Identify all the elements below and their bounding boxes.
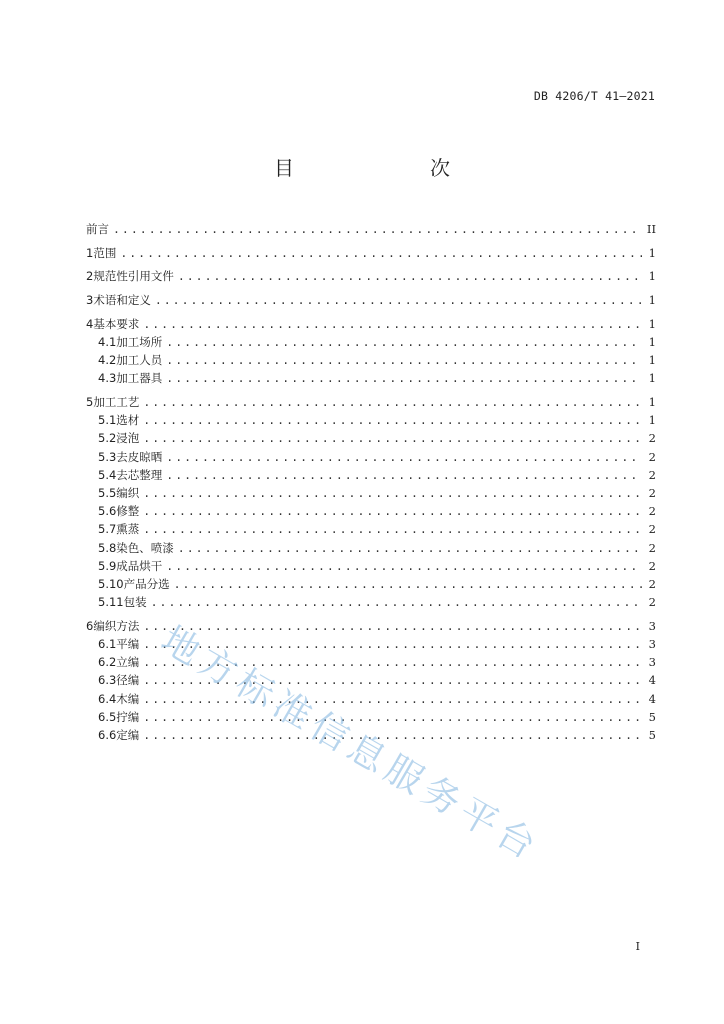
toc-entry-label: 平编 <box>116 636 140 651</box>
toc-entry[interactable] <box>86 466 656 484</box>
toc-entry[interactable] <box>86 291 656 309</box>
toc-leader-dots <box>178 539 642 557</box>
toc-entry-number: 4 <box>86 316 94 331</box>
toc-leader-dots <box>143 617 642 635</box>
toc-leader-dots <box>143 429 642 447</box>
toc-leader-dots <box>174 575 642 593</box>
toc-entry[interactable] <box>86 539 656 557</box>
toc-entry[interactable] <box>86 557 656 575</box>
toc-entry-label: 径编 <box>116 673 140 688</box>
toc-entry-page: 4 <box>648 691 656 706</box>
toc-entry[interactable] <box>86 244 656 262</box>
toc-leader-dots <box>143 690 642 708</box>
toc-entry-label: 木编 <box>116 691 140 706</box>
toc-entry-page: 1 <box>648 395 656 409</box>
toc-entry-number: 5.9 <box>98 558 117 573</box>
toc-entry[interactable] <box>86 593 656 611</box>
toc-entry-label: 包装 <box>123 595 147 610</box>
toc-entry-page: 3 <box>648 618 656 633</box>
toc-leader-dots <box>166 466 642 484</box>
toc-entry-label: 立编 <box>116 655 140 670</box>
toc-leader-dots <box>143 502 642 520</box>
toc-entry-label: 拧编 <box>116 709 140 724</box>
toc-entry-label: 范围 <box>93 245 117 260</box>
toc-entry-number: 5.2 <box>98 431 117 446</box>
toc-entry-page: 1 <box>648 316 656 331</box>
toc-entry-label: 加工人员 <box>116 353 163 368</box>
toc-entry-number: 6.1 <box>98 636 117 651</box>
toc-leader-dots <box>143 671 642 689</box>
toc-entry-label: 染色、喷漆 <box>116 540 174 555</box>
toc-entry[interactable] <box>86 502 656 520</box>
toc-entry-page: 2 <box>648 540 656 555</box>
toc-entry-label: 浸泡 <box>116 431 140 446</box>
toc-entry-label: 熏蒸 <box>116 522 140 537</box>
toc-leader-dots <box>143 635 642 653</box>
toc-entry-label: 加工工艺 <box>93 395 140 409</box>
toc-entry-page: 1 <box>648 269 656 284</box>
toc-entry-number: 4.3 <box>98 371 117 386</box>
toc-entry-page: 1 <box>648 334 656 349</box>
toc-entry-page: 2 <box>648 558 656 573</box>
toc-entry-number: 6.3 <box>98 673 117 688</box>
toc-leader-dots <box>151 593 642 611</box>
toc-entry[interactable] <box>86 351 656 369</box>
toc-entry[interactable] <box>86 484 656 502</box>
toc-entry[interactable] <box>86 448 656 466</box>
toc-leader-dots <box>143 484 642 502</box>
toc-entry-page: 1 <box>648 245 656 260</box>
page-title: 目 次 <box>274 156 482 180</box>
toc-entry-page: II <box>646 222 656 236</box>
toc-entry[interactable] <box>86 429 656 447</box>
toc-entry-page: 2 <box>648 576 656 591</box>
toc-leader-dots <box>120 244 642 262</box>
toc-entry[interactable] <box>86 635 656 653</box>
toc-leader-dots <box>143 315 642 333</box>
toc-entry-label: 选材 <box>116 413 140 428</box>
watermark: 地方标准信息服务平台 <box>154 617 548 871</box>
toc-entry-page: 2 <box>648 467 656 482</box>
toc-entry-number: 4.2 <box>98 353 117 368</box>
toc-leader-dots <box>166 557 642 575</box>
toc-leader-dots <box>155 291 642 309</box>
toc-entry-page: 2 <box>648 449 656 464</box>
toc-entry-label: 规范性引用文件 <box>93 269 174 284</box>
toc-entry[interactable] <box>86 267 656 285</box>
toc-entry-number: 5.5 <box>98 485 117 500</box>
toc-entry[interactable] <box>86 315 656 333</box>
toc-entry-number: 1 <box>86 245 94 260</box>
toc-entry-page: 4 <box>648 673 656 688</box>
toc-entry-number: 6.2 <box>98 655 117 670</box>
toc-entry-page: 5 <box>648 727 656 742</box>
toc-entry[interactable] <box>86 726 656 744</box>
toc-entry-number: 5.4 <box>98 467 117 482</box>
toc-entry-number: 5.1 <box>98 413 117 428</box>
toc-entry-label: 加工器具 <box>116 371 163 386</box>
toc-entry-number: 5.8 <box>98 540 117 555</box>
toc-leader-dots <box>143 393 642 411</box>
toc-entry-page: 1 <box>648 371 656 386</box>
toc-leader-dots <box>166 448 642 466</box>
toc-entry-page: 3 <box>648 636 656 651</box>
toc-entry-number: 6 <box>86 618 94 633</box>
toc-leader-dots <box>143 708 642 726</box>
toc-entry-number: 5.6 <box>98 504 117 519</box>
toc-leader-dots <box>178 267 642 285</box>
toc-entry-label: 编织 <box>116 485 140 500</box>
toc-entry-label: 术语和定义 <box>93 293 151 308</box>
toc-entry-page: 1 <box>648 293 656 308</box>
toc-entry-label: 前言 <box>86 222 109 236</box>
toc-entry[interactable] <box>86 369 656 387</box>
toc-entry-label: 编织方法 <box>93 618 140 633</box>
toc-entry-page: 5 <box>648 709 656 724</box>
toc-entry-number: 5.7 <box>98 522 117 537</box>
toc-entry-label: 去芯整理 <box>116 467 163 482</box>
toc-entry-page: 2 <box>648 431 656 446</box>
toc-entry[interactable] <box>86 671 656 689</box>
toc-entry-number: 5.3 <box>98 449 117 464</box>
table-of-contents <box>86 220 656 744</box>
toc-entry-number: 3 <box>86 293 94 308</box>
toc-entry-label: 基本要求 <box>93 316 140 331</box>
toc-leader-dots <box>113 220 642 238</box>
toc-entry[interactable] <box>86 520 656 538</box>
toc-entry-page: 2 <box>648 595 656 610</box>
toc-leader-dots <box>166 369 642 387</box>
toc-leader-dots <box>143 726 642 744</box>
toc-entry[interactable] <box>86 708 656 726</box>
toc-entry-number: 6.5 <box>98 709 117 724</box>
toc-entry-number: 6.6 <box>98 727 117 742</box>
toc-entry-number: 5 <box>86 395 94 409</box>
toc-entry[interactable] <box>86 333 656 351</box>
toc-entry-label: 去皮晾晒 <box>116 449 163 464</box>
toc-entry-number: 4.1 <box>98 334 117 349</box>
toc-entry[interactable] <box>86 653 656 671</box>
toc-entry-number: 5.11 <box>98 595 124 610</box>
toc-leader-dots <box>143 411 642 429</box>
toc-entry-number: 2 <box>86 269 94 284</box>
toc-entry[interactable] <box>86 575 656 593</box>
toc-entry-page: 2 <box>648 522 656 537</box>
toc-entry-label: 定编 <box>116 727 140 742</box>
toc-leader-dots <box>166 351 642 369</box>
toc-entry-page: 2 <box>648 504 656 519</box>
toc-leader-dots <box>143 653 642 671</box>
document-code: DB 4206/T 41—2021 <box>533 89 655 103</box>
toc-entry[interactable] <box>86 617 656 635</box>
toc-entry-number: 5.10 <box>98 576 124 591</box>
toc-entry-label: 产品分选 <box>123 576 170 591</box>
toc-entry-number: 6.4 <box>98 691 117 706</box>
toc-leader-dots <box>143 520 642 538</box>
toc-entry-page: 2 <box>648 485 656 500</box>
toc-leader-dots <box>166 333 642 351</box>
toc-entry-page: 3 <box>648 655 656 670</box>
toc-entry-page: 1 <box>648 413 656 428</box>
toc-entry[interactable] <box>86 220 656 238</box>
toc-entry-label: 加工场所 <box>116 334 163 349</box>
toc-entry[interactable] <box>86 393 656 411</box>
toc-entry-page: 1 <box>648 353 656 368</box>
toc-entry[interactable] <box>86 411 656 429</box>
toc-entry-label: 成品烘干 <box>116 558 163 573</box>
toc-entry-label: 修整 <box>116 504 140 519</box>
page-number: I <box>635 940 640 953</box>
toc-entry[interactable] <box>86 690 656 708</box>
